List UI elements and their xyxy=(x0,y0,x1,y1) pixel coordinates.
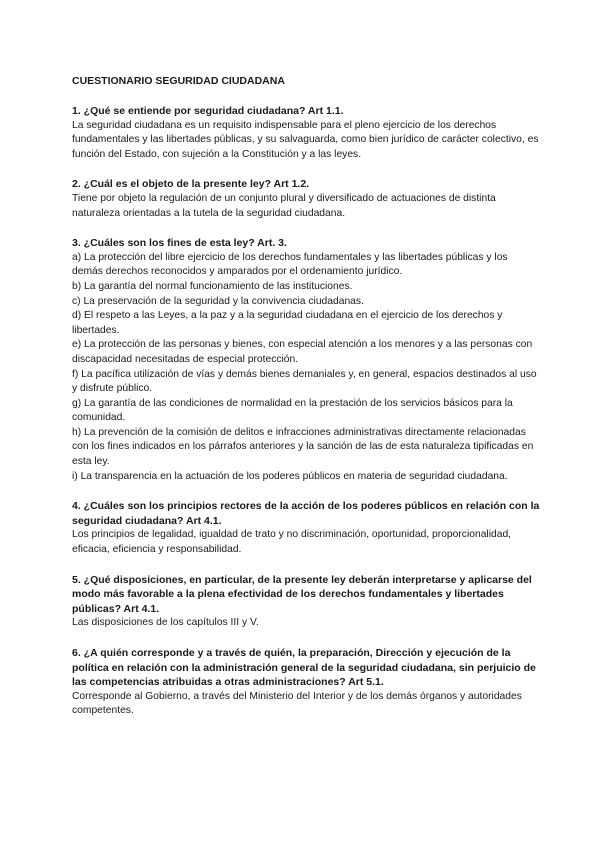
answer-3-line-i: i) La transparencia en la actuación de los poderes públicos en materia de seguridad ciudadana. xyxy=(72,470,508,482)
answer-3-line-h-cont: esta ley. xyxy=(72,456,110,468)
answer-2-line: Tiene por objeto la regulación de un conjunto plural y diversificado de actuaciones de distinta naturaleza orientadas a la tutela de la seguridad ciudadana. xyxy=(72,192,496,219)
question-block-3 xyxy=(72,236,540,484)
document-title: CUESTIONARIO SEGURIDAD CIUDADANA xyxy=(72,75,285,87)
question-5: 5. ¿Qué disposiciones, en particular, de la presente ley deberán interpretarse y aplicarse del modo más favorable a la plena efectividad de los derechos fundamentales y libertades públicas? Art 4.1. xyxy=(72,573,532,615)
answer-5-line: Las disposiciones de los capítulos III y V. xyxy=(72,617,259,629)
answer-3-line-e: e) La protección de las personas y bienes, con especial atención a los menores y a las personas con discapacidad necesitadas de especial protección. xyxy=(72,339,533,365)
question-block-4 xyxy=(72,499,540,557)
question-block-5 xyxy=(72,573,540,631)
question-6: 6. ¿A quién corresponde y a través de quién, la preparación, Dirección y ejecución de la política en relación con la administración general de la seguridad ciudadana, sin perjuicio de las competencias atribuidas a otras administraciones? Art 5.1. xyxy=(72,647,536,689)
answer-6-line: Corresponde al Gobierno, a través del Ministerio del Interior y de los demás órganos y autoridades competentes. xyxy=(72,690,522,717)
answer-3-line-c: c) La preservación de la seguridad y la convivencia ciudadanas. xyxy=(72,295,364,307)
answer-1-line: La seguridad ciudadana es un requisito indispensable para el pleno ejercicio de los derechos fundamentales y las libertades públicas, y su salvaguarda, como bien jurídico de carácter colectivo, es función del Estado, con sujeción a la Constitución y a las leyes. xyxy=(72,119,539,160)
answer-3-line-b: b) La garantía del normal funcionamiento de las instituciones. xyxy=(72,280,353,292)
answer-3-line-g: g) La garantía de las condiciones de normalidad en la prestación de los servicios básicos para la comunidad. xyxy=(72,397,513,424)
answer-3-line-d: d) El respeto a las Leyes, a la paz y a la seguridad ciudadana en el ejercicio de los derechos y libertades. xyxy=(72,310,503,336)
answer-3-line-f: f) La pacífica utilización de vías y demás bienes demaniales y, en general, espacios destinados al uso y disfrute público. xyxy=(72,368,537,395)
question-2: 2. ¿Cuál es el objeto de la presente ley? Art 1.2. xyxy=(72,178,310,191)
question-4: 4. ¿Cuáles son los principios rectores de la acción de los poderes públicos en relación con la seguridad ciudadana? Art 4.1. xyxy=(72,500,540,527)
question-block-2 xyxy=(72,177,540,221)
answer-4-line: Los principios de legalidad, igualdad de trato y no discriminación, oportunidad, proporcionalidad, eficacia, eficiencia y responsabilidad. xyxy=(72,529,512,556)
answer-3-line-a: a) La protección del libre ejercicio de los derechos fundamentales y las libertades públicas y los demás derechos reconocidos y amparados por el ordenamiento jurídico. xyxy=(72,251,508,278)
question-block-6 xyxy=(72,646,540,719)
question-block-1 xyxy=(72,104,540,162)
question-3: 3. ¿Cuáles son los fines de esta ley? Art. 3. xyxy=(72,237,287,250)
question-1: 1. ¿Qué se entiende por seguridad ciudadana? Art 1.1. xyxy=(72,105,344,117)
answer-3-line-h: h) La prevención de la comisión de delitos e infracciones administrativas directamente relacionadas con los fines indicados en los párrafos anteriores y la sanción de las de esta naturaleza tipificadas en xyxy=(72,426,534,453)
